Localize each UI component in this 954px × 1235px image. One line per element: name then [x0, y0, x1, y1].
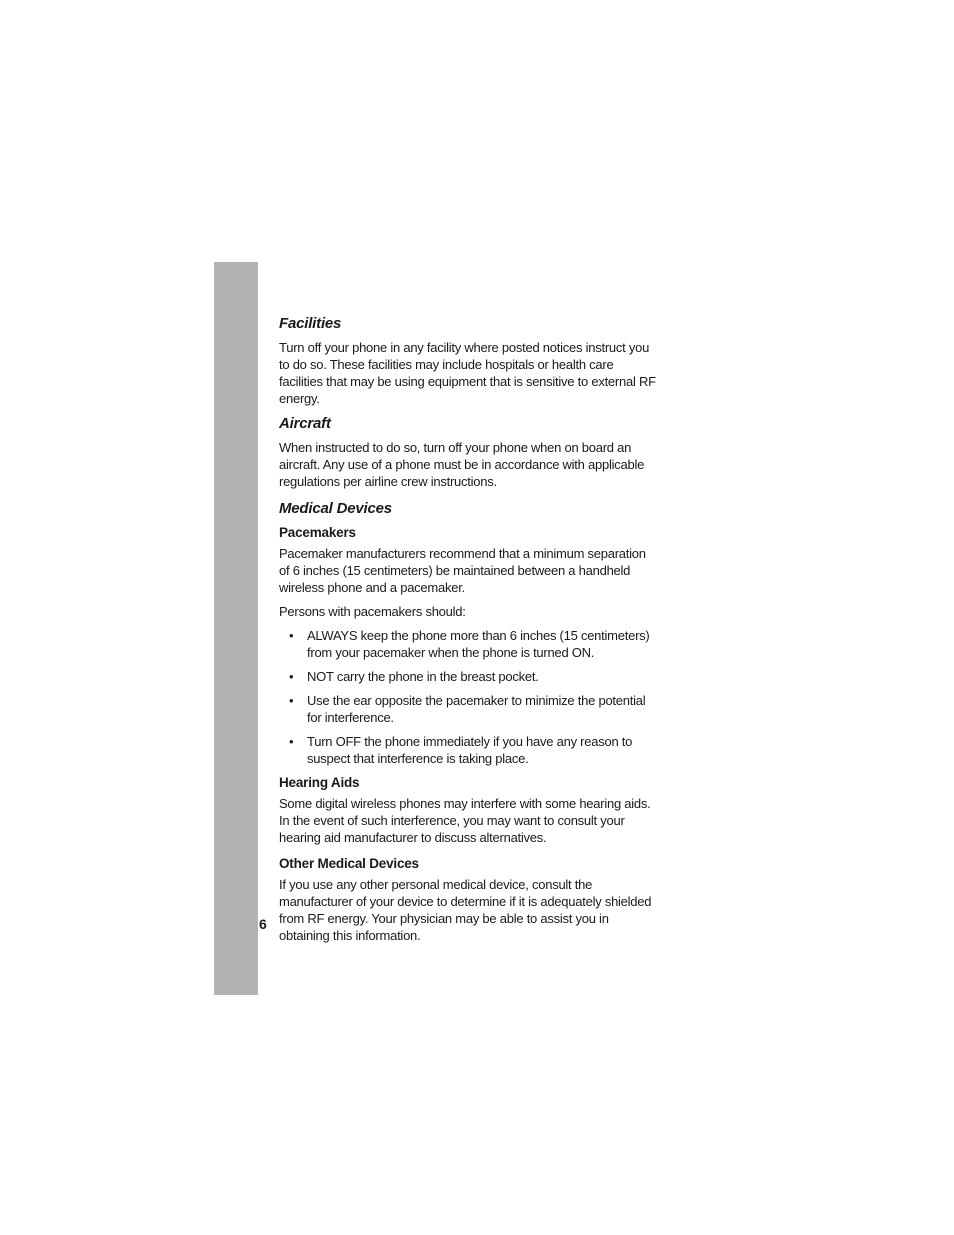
facilities-body: Turn off your phone in any facility where posted notices instruct you to do so. These facilities may include hospitals or health care facilities that may be using equipment that is sensitive to external RF energy.	[279, 340, 656, 406]
list-item	[279, 733, 659, 767]
pacemakers-intro: Persons with pacemakers should:	[279, 604, 466, 619]
list-item	[279, 692, 659, 726]
page-number: 6	[259, 916, 267, 932]
bullet-icon: •	[289, 734, 294, 749]
facilities-heading: Facilities	[279, 315, 342, 332]
list-item-text: ALWAYS keep the phone more than 6 inches (15 centimeters) from your pacemaker when the phone is turned ON.	[307, 628, 650, 660]
bullet-icon: •	[289, 669, 294, 684]
pacemaker-guidelines-list	[279, 627, 659, 767]
page-content	[279, 314, 659, 951]
pacemakers-body: Pacemaker manufacturers recommend that a minimum separation of 6 inches (15 centimeters) be maintained between a handheld wireless phone and a pacemaker.	[279, 546, 646, 595]
aircraft-body: When instructed to do so, turn off your phone when on board an aircraft. Any use of a phone must be in accordance with applicable regulations per airline crew instructions.	[279, 440, 645, 489]
other-medical-devices-heading: Other Medical Devices	[279, 856, 419, 871]
pacemakers-heading: Pacemakers	[279, 525, 356, 540]
aircraft-heading: Aircraft	[279, 415, 331, 432]
list-item-text: Turn OFF the phone immediately if you have any reason to suspect that interference is taking place.	[307, 734, 633, 766]
hearing-aids-heading: Hearing Aids	[279, 775, 360, 790]
medical-devices-heading: Medical Devices	[279, 500, 392, 517]
hearing-aids-body: Some digital wireless phones may interfere with some hearing aids. In the event of such interference, you may want to consult your hearing aid manufacturer to discuss alternatives.	[279, 796, 651, 845]
side-tab-bar	[214, 262, 258, 995]
bullet-icon: •	[289, 628, 294, 643]
list-item	[279, 668, 659, 685]
bullet-icon: •	[289, 693, 294, 708]
other-medical-devices-body: If you use any other personal medical device, consult the manufacturer of your device to determine if it is adequately shielded from RF energy. Your physician may be able to assist you in obtaining this information.	[279, 877, 652, 943]
list-item-text: Use the ear opposite the pacemaker to minimize the potential for interference.	[307, 693, 646, 725]
list-item	[279, 627, 659, 661]
list-item-text: NOT carry the phone in the breast pocket.	[307, 669, 539, 684]
